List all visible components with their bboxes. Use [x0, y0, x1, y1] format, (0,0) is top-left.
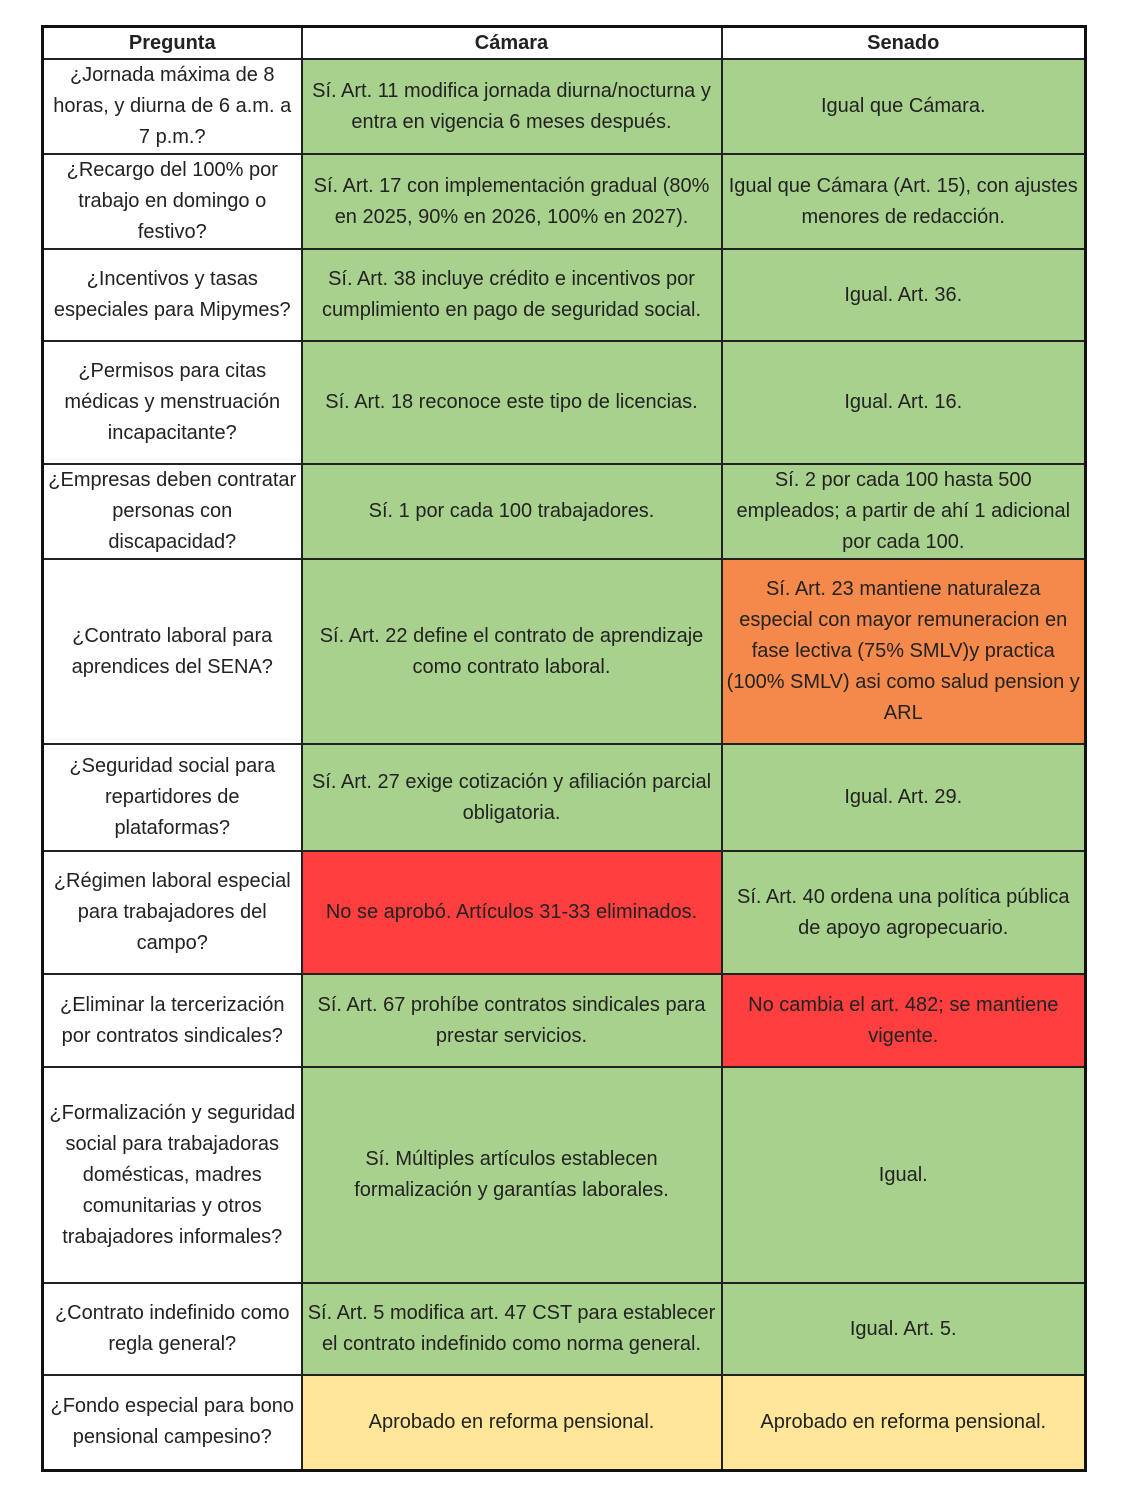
table-row — [43, 154, 1086, 249]
question-cell: ¿Permisos para citas médicas y menstruación incapacitante? — [43, 341, 302, 464]
senado-cell: Sí. Art. 40 ordena una política pública de apoyo agropecuario. — [722, 851, 1086, 974]
table-row — [43, 341, 1086, 464]
table-row — [43, 974, 1086, 1067]
question-cell: ¿Eliminar la tercerización por contratos sindicales? — [43, 974, 302, 1067]
senado-cell: Sí. Art. 23 mantiene naturaleza especial con mayor remuneracion en fase lectiva (75% SMLV)y practica (100% SMLV) asi como salud pension y ARL — [722, 559, 1086, 744]
question-cell: ¿Contrato indefinido como regla general? — [43, 1283, 302, 1375]
camara-cell: No se aprobó. Artículos 31-33 eliminados. — [302, 851, 722, 974]
camara-cell: Aprobado en reforma pensional. — [302, 1375, 722, 1470]
camara-cell: Sí. Art. 67 prohíbe contratos sindicales para prestar servicios. — [302, 974, 722, 1067]
table-row — [43, 851, 1086, 974]
question-cell: ¿Fondo especial para bono pensional campesino? — [43, 1375, 302, 1470]
header-row — [43, 27, 1086, 60]
camara-cell: Sí. Art. 22 define el contrato de aprendizaje como contrato laboral. — [302, 559, 722, 744]
table-row — [43, 1067, 1086, 1283]
header-senado: Senado — [722, 27, 1086, 60]
camara-cell: Sí. Art. 38 incluye crédito e incentivos por cumplimiento en pago de seguridad social. — [302, 249, 722, 341]
camara-cell: Sí. Art. 5 modifica art. 47 CST para establecer el contrato indefinido como norma general. — [302, 1283, 722, 1375]
senado-cell: Sí. 2 por cada 100 hasta 500 empleados; a partir de ahí 1 adicional por cada 100. — [722, 464, 1086, 559]
table-row — [43, 249, 1086, 341]
table-row — [43, 1283, 1086, 1375]
senado-cell: Igual que Cámara (Art. 15), con ajustes menores de redacción. — [722, 154, 1086, 249]
table-row — [43, 1375, 1086, 1470]
senado-cell: Igual. Art. 36. — [722, 249, 1086, 341]
table-row — [43, 59, 1086, 154]
question-cell: ¿Incentivos y tasas especiales para Mipymes? — [43, 249, 302, 341]
camara-cell: Sí. Art. 17 con implementación gradual (80% en 2025, 90% en 2026, 100% en 2027). — [302, 154, 722, 249]
header-camara: Cámara — [302, 27, 722, 60]
camara-cell: Sí. Art. 27 exige cotización y afiliación parcial obligatoria. — [302, 744, 722, 851]
question-cell: ¿Contrato laboral para aprendices del SENA? — [43, 559, 302, 744]
header-pregunta: Pregunta — [43, 27, 302, 60]
question-cell: ¿Formalización y seguridad social para trabajadoras domésticas, madres comunitarias y otros trabajadores informales? — [43, 1067, 302, 1283]
senado-cell: No cambia el art. 482; se mantiene vigente. — [722, 974, 1086, 1067]
senado-cell: Igual. Art. 16. — [722, 341, 1086, 464]
question-cell: ¿Jornada máxima de 8 horas, y diurna de 6 a.m. a 7 p.m.? — [43, 59, 302, 154]
table-row — [43, 464, 1086, 559]
senado-cell: Aprobado en reforma pensional. — [722, 1375, 1086, 1470]
question-cell: ¿Régimen laboral especial para trabajadores del campo? — [43, 851, 302, 974]
question-cell: ¿Recargo del 100% por trabajo en domingo o festivo? — [43, 154, 302, 249]
camara-cell: Sí. Art. 11 modifica jornada diurna/nocturna y entra en vigencia 6 meses después. — [302, 59, 722, 154]
senado-cell: Igual. — [722, 1067, 1086, 1283]
camara-cell: Sí. Art. 18 reconoce este tipo de licencias. — [302, 341, 722, 464]
senado-cell: Igual. Art. 5. — [722, 1283, 1086, 1375]
senado-cell: Igual que Cámara. — [722, 59, 1086, 154]
senado-cell: Igual. Art. 29. — [722, 744, 1086, 851]
table-row — [43, 559, 1086, 744]
camara-cell: Sí. 1 por cada 100 trabajadores. — [302, 464, 722, 559]
question-cell: ¿Seguridad social para repartidores de plataformas? — [43, 744, 302, 851]
table-body — [43, 59, 1086, 1470]
comparison-table — [41, 25, 1087, 1472]
camara-cell: Sí. Múltiples artículos establecen formalización y garantías laborales. — [302, 1067, 722, 1283]
question-cell: ¿Empresas deben contratar personas con discapacidad? — [43, 464, 302, 559]
table-row — [43, 744, 1086, 851]
